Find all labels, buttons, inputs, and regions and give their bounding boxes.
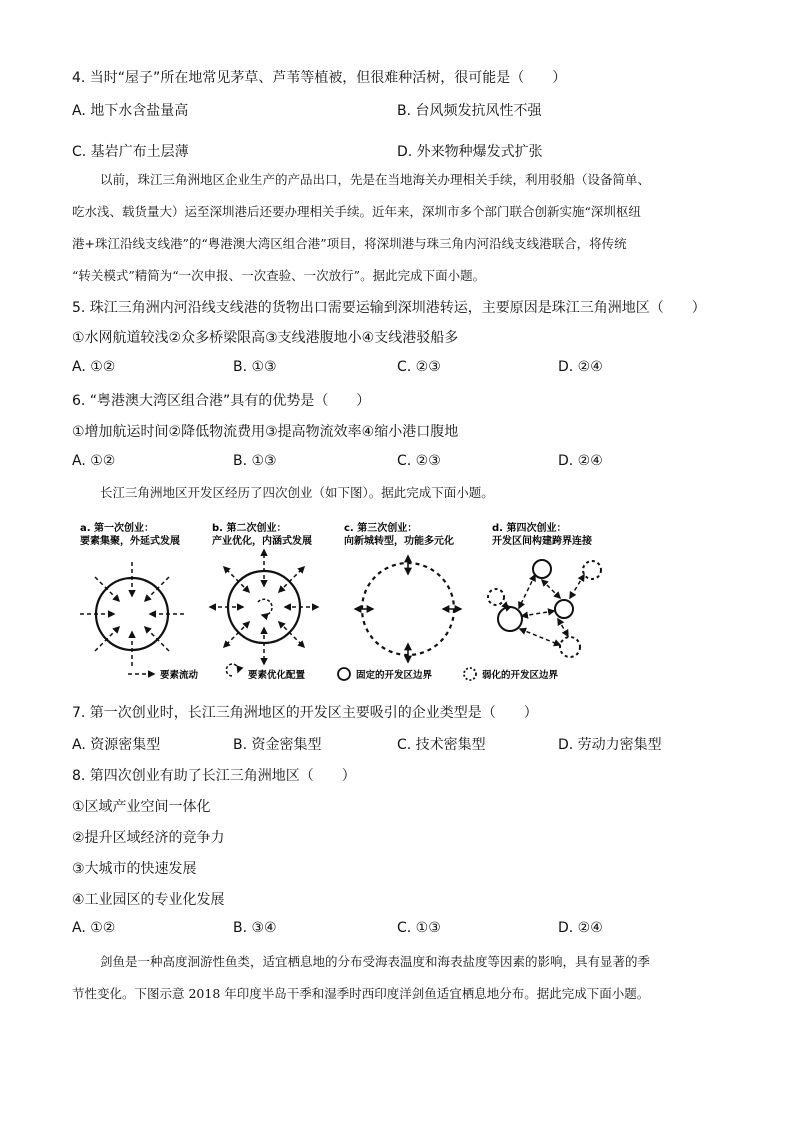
passage-zhujiang — [72, 164, 722, 292]
zone-circle — [498, 607, 522, 631]
panel-a — [80, 521, 184, 666]
legend-flow-label: 要素流动 — [160, 670, 199, 681]
q5-option-a: A. ①② — [72, 359, 116, 375]
factor-flow-arrows-bidirectional — [210, 550, 318, 664]
panel-b-title: b. 第二次创业： — [212, 523, 287, 534]
zone-circle-weak — [488, 589, 504, 605]
passage-line: 剑鱼是一种高度洄游性鱼类，适宜栖息地的分布受海表温度和海表盐度等因素的影响，具有显著的季 — [100, 954, 651, 969]
zone-circle-weak — [583, 561, 601, 579]
passage-line: “转关模式”精简为“一次申报、一次查验、一次放行”。据此完成下面小题。 — [72, 268, 486, 283]
weakened-boundary-circle — [362, 563, 454, 655]
q8-item-1: ①区域产业空间一体化 — [72, 799, 211, 815]
q7-option-d: D. 劳动力密集型 — [558, 737, 662, 753]
q5-stem: 5. 珠江三角洲内河沿线支线港的货物出口需要运输到深圳港转运，主要原因是珠江三角洲地区（ ） — [72, 300, 706, 316]
q8-option-d: D. ②④ — [558, 920, 603, 936]
q5-option-c: C. ②③ — [397, 359, 441, 375]
q7-option-a: A. 资源密集型 — [72, 737, 161, 753]
passage-line: 节性变化。下图示意 2018 年印度半岛干季和湿季时西印度洋剑鱼适宜栖息地分布。据此完成下面小题。 — [72, 986, 650, 1001]
q8-option-b: B. ③④ — [233, 920, 277, 936]
q5-option-b: B. ①③ — [233, 359, 277, 375]
q4-option-c: C. 基岩广布土层薄 — [72, 144, 189, 160]
q5-option-d: D. ②④ — [558, 359, 603, 375]
q4-option-d: D. 外来物种爆发式扩张 — [397, 144, 543, 160]
passage-swordfish — [72, 946, 722, 1010]
panel-c-subtitle: 向新城转型，功能多元化 — [344, 536, 454, 547]
panel-d-title: d. 第四次创业： — [492, 523, 567, 534]
legend-fixed-boundary-symbol — [338, 668, 350, 680]
q6-option-a: A. ①② — [72, 453, 116, 469]
panel-c — [344, 521, 461, 662]
zone-circle-weak — [560, 637, 580, 657]
q6-option-c: C. ②③ — [397, 453, 441, 469]
legend-weak-boundary-symbol — [464, 668, 476, 680]
q8-item-3: ③大城市的快速发展 — [72, 861, 197, 877]
boundary-arrows — [355, 556, 461, 662]
q8-option-c: C. ①③ — [397, 920, 441, 936]
legend-optimization-symbol — [226, 664, 238, 676]
q7-option-c: C. 技术密集型 — [397, 737, 486, 753]
legend — [128, 664, 559, 681]
q8-item-2: ②提升区域经济的竞争力 — [72, 830, 225, 846]
zone-circle — [555, 600, 573, 618]
passage-line: 长江三角洲地区开发区经历了四次创业（如下图）。据此完成下面小题。 — [100, 485, 494, 500]
legend-fixed-boundary-label: 固定的开发区边界 — [356, 670, 433, 681]
q4-option-a: A. 地下水含盐量高 — [72, 103, 189, 119]
q8-item-4: ④工业园区的专业化发展 — [72, 892, 225, 908]
development-stages-diagram — [72, 512, 732, 687]
panel-d-subtitle: 开发区间构建跨界连接 — [492, 536, 592, 547]
legend-optimization-label: 要素优化配置 — [248, 670, 306, 681]
passage-line: 以前，珠江三角洲地区企业生产的产品出口，先是在当地海关办理相关手续，利用驳船（设备简单、 — [100, 172, 651, 187]
q4-stem: 4. 当时“屋子”所在地常见茅草、芦苇等植被，但很难种活树，很可能是（ ） — [72, 70, 567, 86]
legend-weak-boundary-label: 弱化的开发区边界 — [482, 670, 559, 681]
q5-items: ①水网航道较浅②众多桥梁限高③支线港腹地小④支线港驳船多 — [72, 330, 459, 346]
q6-stem: 6. “粤港澳大湾区组合港”具有的优势是（ ） — [72, 393, 371, 409]
panel-b-subtitle: 产业优化，内涵式发展 — [212, 536, 312, 547]
passage-line: 吃水浅、载货量大）运至深圳港后还要办理相关手续。近年来，深圳市多个部门联合创新实施“深圳枢纽 — [72, 204, 641, 219]
q7-stem: 7. 第一次创业时，长江三角洲地区的开发区主要吸引的企业类型是（ ） — [72, 705, 538, 721]
panel-b — [210, 521, 318, 664]
q6-option-d: D. ②④ — [558, 453, 603, 469]
factor-flow-arrows-inward — [80, 562, 184, 666]
q4-option-b: B. 台风频发抗风性不强 — [397, 103, 542, 119]
q7-option-b: B. 资金密集型 — [233, 737, 322, 753]
optimization-arrow — [258, 599, 272, 615]
q6-items: ①增加航运时间②降低物流费用③提高物流效率④缩小港口腹地 — [72, 424, 459, 440]
panel-a-title: a. 第一次创业： — [80, 523, 155, 534]
panel-d — [488, 521, 601, 657]
panel-c-title: c. 第三次创业： — [344, 523, 418, 534]
q6-option-b: B. ①③ — [233, 453, 277, 469]
panel-a-subtitle: 要素集聚，外延式发展 — [80, 536, 180, 547]
q8-option-a: A. ①② — [72, 920, 116, 936]
zone-circle — [533, 560, 551, 578]
q8-stem: 8. 第四次创业有助了长江三角洲地区（ ） — [72, 768, 356, 784]
passage-yangtze — [72, 477, 722, 509]
passage-line: 港+珠江沿线支线港”的“粤港澳大湾区组合港”项目，将深圳港与珠三角内河沿线支线港联合，将传统 — [72, 236, 627, 251]
